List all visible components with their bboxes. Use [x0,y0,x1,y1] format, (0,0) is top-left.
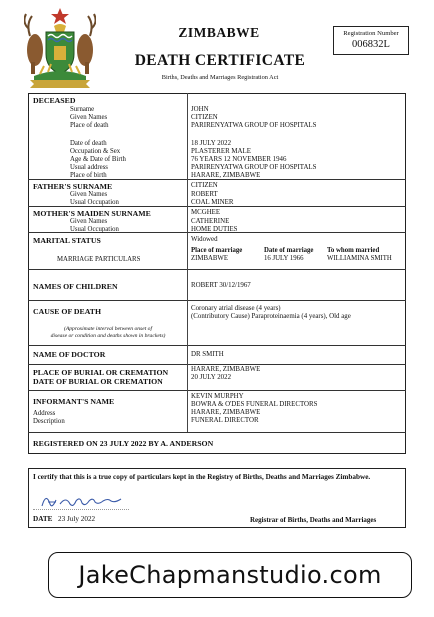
deceased-heading: DECEASED [33,96,76,105]
doctor-value: DR SMITH [191,351,224,358]
marriage-spouse-value: WILLIAMINA SMITH [327,255,392,262]
registration-number-box [333,26,409,55]
deceased-occupation-sex-value: PLASTERER MALE [191,148,251,155]
father-occupation-value: COAL MINER [191,199,234,206]
registration-number-label: Registration Number [343,30,399,37]
father-given-names-value: ROBERT [191,191,218,198]
cause-primary-value: Coronary atrial disease (4 years) [191,305,281,312]
deceased-usual-address-value: PARIRENYATWA GROUP OF HOSPITALS [191,164,317,171]
father-label: Given Names [70,191,108,198]
deceased-label: Place of death [70,122,109,129]
deceased-surname-value: JOHN [191,106,209,113]
cause-heading: CAUSE OF DEATH [33,307,102,316]
deceased-given-names-value: CITIZEN [191,114,218,121]
document-title: DEATH CERTIFICATE [134,52,306,69]
deceased-label: Age & Date of Birth [70,156,126,163]
burial-date-value: 20 JULY 2022 [191,374,232,381]
cause-note-line: (Approximate interval between onset of [63,326,153,332]
row-divider [28,432,406,433]
father-label: Usual Occupation [70,199,119,206]
cause-note-line: disease or condition and deaths shown in brackets) [50,333,166,339]
children-value: ROBERT 30/12/1967 [191,282,251,289]
informant-name-value: KEVIN MURPHY [191,393,244,400]
certification-date-label: DATE [33,515,53,523]
informant-address-value: BOWRA & O'DES FUNERAL DIRECTORS [191,401,318,408]
registrar-title: Registrar of Births, Deaths and Marriages [250,516,377,524]
coat-of-arms-emblem [24,6,96,90]
mother-heading: MOTHER'S MAIDEN SURNAME [33,209,151,218]
marriage-col-header: To whom married [327,247,380,254]
deceased-label: Occupation & Sex [70,148,121,155]
burial-place-value: HARARE, ZIMBABWE [191,366,261,373]
cause-note [33,326,183,340]
deceased-label: Given Names [70,114,108,121]
row-divider [28,179,406,180]
marriage-col-header: Place of marriage [191,247,243,254]
mother-label: Given Names [70,218,108,225]
informant-description-value: FUNERAL DIRECTOR [191,417,259,424]
registrar-signature [40,493,126,509]
deceased-place-of-birth-value: HARARE, ZIMBABWE [191,172,261,179]
informant-address-value: HARARE, ZIMBABWE [191,409,261,416]
cause-contributory-value: (Contributory Cause) Paraproteinaemia (4 years), Old age [191,313,351,320]
marital-status-value: Widowed [191,236,218,243]
watermark-banner: JakeChapmanstudio.com [48,552,412,598]
mother-surname-value: MCGHEE [191,209,221,216]
marriage-place-value: ZIMBABWE [191,255,229,262]
mother-occupation-value: HOME DUTIES [191,226,238,233]
informant-heading: INFORMANT'S NAME [33,397,115,406]
certification-text: I certify that this is a true copy of particulars kept in the Registry of Births, Deaths and Marriages Zimbabwe. [33,473,371,481]
row-divider [28,390,406,391]
registration-number-value: 006832L [352,39,390,50]
deceased-age-dob-value: 76 YEARS 12 NOVEMBER 1946 [191,156,287,163]
column-divider [187,93,188,432]
doctor-heading: NAME OF DOCTOR [33,350,106,359]
deceased-place-of-death-value: PARIRENYATWA GROUP OF HOSPITALS [191,122,317,129]
certification-date-value: 23 July 2022 [58,515,96,523]
burial-date-heading: DATE OF BURIAL OR CREMATION [33,377,163,386]
informant-address-label: Address [33,410,56,417]
deceased-label: Place of birth [70,172,107,179]
marriage-col-header: Date of marriage [264,247,314,254]
deceased-label: Usual address [70,164,108,171]
country-heading: ZIMBABWE [178,25,260,40]
row-divider [28,206,406,207]
row-divider [28,300,406,301]
registered-line: REGISTERED ON 23 JULY 2022 BY A. ANDERSON [33,439,214,448]
father-heading: FATHER'S SURNAME [33,182,113,191]
mother-label: Usual Occupation [70,226,119,233]
row-divider [28,364,406,365]
marital-heading: MARITAL STATUS [33,236,101,245]
deceased-date-of-death-value: 18 JULY 2022 [191,140,232,147]
children-heading: NAMES OF CHILDREN [33,282,118,291]
burial-place-heading: PLACE OF BURIAL OR CREMATION [33,368,169,377]
signature-line [33,509,129,510]
marriage-particulars-label: MARRIAGE PARTICULARS [57,256,141,263]
father-surname-value: CITIZEN [191,182,218,189]
deceased-label: Surname [70,106,95,113]
informant-description-label: Description [33,418,65,425]
row-divider [28,269,406,270]
registration-act: Births, Deaths and Marriages Registration Act [161,74,279,81]
mother-given-names-value: CATHERINE [191,218,230,225]
marriage-date-value: 16 JULY 1966 [264,255,304,262]
deceased-label: Date of death [70,140,107,147]
row-divider [28,345,406,346]
